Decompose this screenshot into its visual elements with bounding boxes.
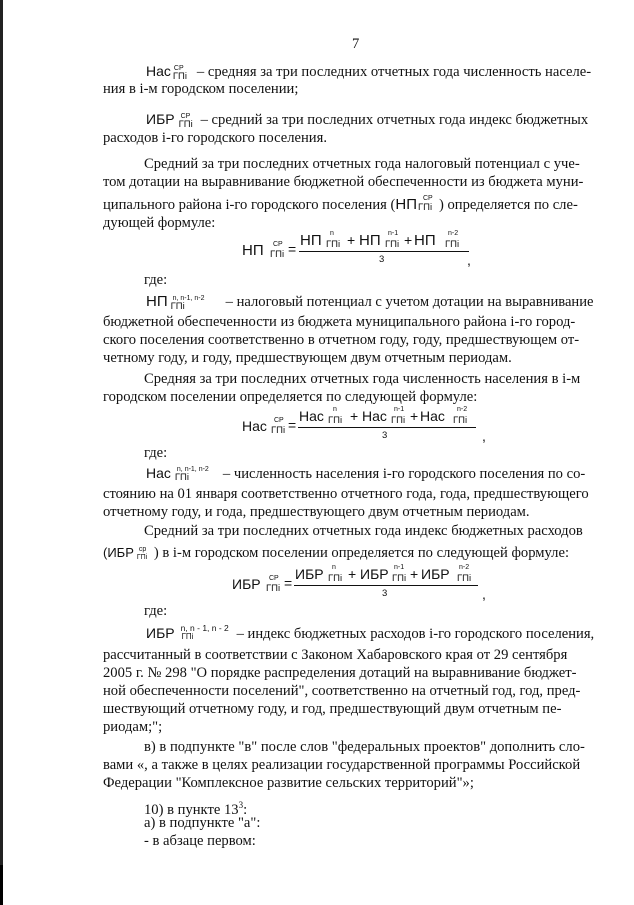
comma: ,: [482, 428, 486, 444]
term-2: НП: [359, 232, 381, 249]
def-np-line-2: бюджетной обеспеченности из бюджета муниципального района і-го город-: [103, 314, 576, 330]
symbol-ibr: ИБР: [146, 625, 175, 641]
formula-np: [242, 232, 482, 274]
term-3: ИБР: [421, 566, 450, 582]
term-2-sup: n-1: [394, 564, 405, 571]
p1-line-4: дующей формуле:: [103, 215, 216, 231]
symbol-nas: Нас: [146, 465, 171, 481]
term-2-sup: n-1: [388, 230, 399, 237]
def-nas-line-3: отчетному году, и года, предшествующего двум отчетным периодам.: [103, 504, 530, 520]
plus-2: +: [404, 232, 413, 248]
comma: ,: [482, 586, 486, 602]
lhs-sup: СР: [269, 575, 279, 582]
def-ibr-line-4: ной обеспеченности поселений", соответственно на отчетный год, год, пред-: [103, 683, 581, 699]
fraction-bar: [294, 585, 478, 586]
sup: ср: [138, 546, 147, 553]
symbol-nas: Нас: [146, 63, 171, 79]
def-text: – средняя за три последних отчетных года численность населе-: [196, 64, 592, 80]
term-1: НП: [300, 232, 322, 249]
def-np: НП n, n-1, n-2 ГПі – налоговый потенциал с учетом дотации на выравнивание: [146, 293, 594, 311]
def-ibr-avg-cont: расходов і-го городского поселения.: [103, 130, 327, 146]
denominator: 3: [382, 588, 388, 599]
term-1-sup: n: [330, 230, 334, 237]
def-text: – средний за три последних отчетных года индекс бюджетных: [200, 112, 589, 128]
symbol-np: НП: [395, 196, 417, 213]
p1-line-2: том дотации на выравнивание бюджетной обеспеченности из бюджета муни-: [103, 174, 584, 190]
fraction-bar: [299, 251, 469, 252]
sub: ГПі: [417, 202, 433, 213]
pv-line-1: в) в подпункте "в" после слов "федеральных проектов" дополнить сло-: [144, 739, 585, 755]
p1-line-1: Средний за три последних отчетных года налоговый потенциал с уче-: [144, 156, 580, 172]
lhs-sup: СР: [274, 417, 284, 424]
term-3-sub: ГПі: [453, 415, 468, 426]
sup: n, n-1, n-2: [172, 295, 205, 302]
sup: СР: [173, 65, 184, 72]
term-1-sub: ГПі: [328, 415, 343, 426]
term-1: ИБР: [295, 566, 324, 582]
item-abz: - в абзаце первом:: [144, 833, 256, 849]
formula-nas: [242, 408, 487, 450]
def-nas: Нас n, n-1, n-2 ГПі – численность населения і-го городского поселения по со-: [146, 464, 585, 483]
term-1-sup: n: [333, 406, 337, 413]
sup: СР: [180, 113, 191, 120]
sub: ГПі: [181, 632, 194, 641]
term-3: НП: [414, 232, 436, 249]
term-3: Нас: [420, 408, 445, 424]
equals: =: [284, 575, 293, 591]
where-3: где:: [144, 603, 168, 619]
def-ibr: ИБР n, n - 1, n - 2 ГПі – индекс бюджетных расходов і-го городского поселения,: [146, 624, 594, 643]
sub: ГПі: [170, 301, 185, 312]
term-2-sup: n-1: [394, 406, 405, 413]
pv-line-2: вами «, а также в целях реализации государственной программы Российской: [103, 757, 581, 773]
lhs-sub: ГПі: [270, 249, 285, 260]
def-np-line-4: четному году, и году, предшествующем двум отчетным периодам.: [103, 350, 512, 366]
p3-line-2: (ИБР ср ГПі ) в і-м городском поселении определяется по следующей формуле:: [103, 544, 569, 562]
term-2-sub: ГПі: [392, 573, 407, 584]
sub: ГПі: [172, 71, 187, 82]
symbol-ibr: ИБР: [146, 111, 175, 127]
term-2: ИБР: [360, 566, 389, 582]
p2-line-2: городском поселении определяется по следующей формуле:: [103, 389, 478, 405]
where-1: где:: [144, 272, 168, 288]
term-2: Нас: [362, 408, 387, 424]
term-1-sub: ГПі: [326, 239, 341, 250]
where-2: где:: [144, 445, 168, 461]
denominator: 3: [382, 430, 388, 441]
lhs-sub: ГПі: [271, 425, 286, 436]
def-nas-avg-cont: ния в і-м городском поселении;: [103, 81, 299, 97]
item-a: а) в подпункте "а":: [144, 815, 261, 831]
term-1-sub: ГПі: [328, 573, 343, 584]
plus-1: +: [348, 566, 357, 582]
def-ibr-line-6: риодам;";: [103, 719, 163, 735]
lhs: ИБР: [232, 576, 261, 592]
sup: СР: [422, 195, 433, 202]
def-nas-line-2: стоянию на 01 января соответственно отчетного года, года, предшествующего: [103, 486, 589, 502]
term-3-sup: n-2: [457, 406, 468, 413]
plus-1: +: [350, 408, 359, 424]
term-1: Нас: [299, 408, 324, 424]
term-3-sub: ГПі: [457, 573, 472, 584]
pv-line-3: Федерации "Комплексное развитие сельских территорий"»;: [103, 775, 474, 791]
def-ibr-line-5: шествующий отчетному году, и год, предшествующий двум отчетным пе-: [103, 701, 562, 717]
sup: n, n-1, n-2: [176, 466, 209, 473]
p2-line-1: Средняя за три последних отчетных года численность населения в і-м: [144, 371, 581, 387]
equals: =: [288, 417, 297, 433]
p1-line-3: ципального района і-го городского поселения (НП СР ГПі ) определяется по сле-: [103, 196, 578, 214]
comma: ,: [467, 252, 471, 268]
sub: ГПі: [136, 554, 148, 561]
equals: =: [288, 241, 297, 257]
lhs-sup: СР: [273, 241, 283, 248]
term-2-sub: ГПі: [385, 239, 400, 250]
def-ibr-avg: [146, 110, 588, 129]
p3-line-1: Средний за три последних отчетных года индекс бюджетных расходов: [144, 523, 583, 539]
symbol-np: НП: [146, 293, 168, 310]
def-ibr-line-3: 2005 г. № 298 "О порядке распределения дотаций на выравнивание бюджет-: [103, 665, 577, 681]
def-np-line-3: ского поселения соответственно в отчетном году, году, предшествующем от-: [103, 332, 580, 348]
page-left-edge: [0, 0, 3, 905]
item-10: 10) в пункте $13^3$:: [144, 800, 248, 818]
plus-2: +: [410, 408, 419, 424]
term-3-sup: n-2: [459, 564, 470, 571]
plus-1: +: [347, 232, 356, 248]
term-2-sub: ГПі: [391, 415, 406, 426]
def-nas-avg: [146, 62, 591, 81]
formula-ibr: [232, 566, 492, 608]
fraction-bar: [298, 427, 476, 428]
denominator: 3: [379, 254, 385, 265]
page-number: 7: [352, 36, 360, 52]
plus-2: +: [410, 566, 419, 582]
sub: ГПі: [178, 119, 193, 130]
sup: n, n - 1, n - 2: [180, 623, 229, 633]
term-3-sup: n-2: [448, 230, 459, 237]
sub: ГПі: [174, 472, 189, 483]
lhs: Нас: [242, 418, 267, 434]
term-1-sup: n: [332, 564, 336, 571]
binding-mark: [0, 865, 3, 905]
lhs: НП: [242, 242, 264, 259]
lhs-sub: ГПі: [266, 583, 281, 594]
def-ibr-line-2: рассчитанный в соответствии с Законом Хабаровского края от 29 сентября: [103, 647, 568, 663]
term-3-sub: ГПі: [445, 239, 460, 250]
